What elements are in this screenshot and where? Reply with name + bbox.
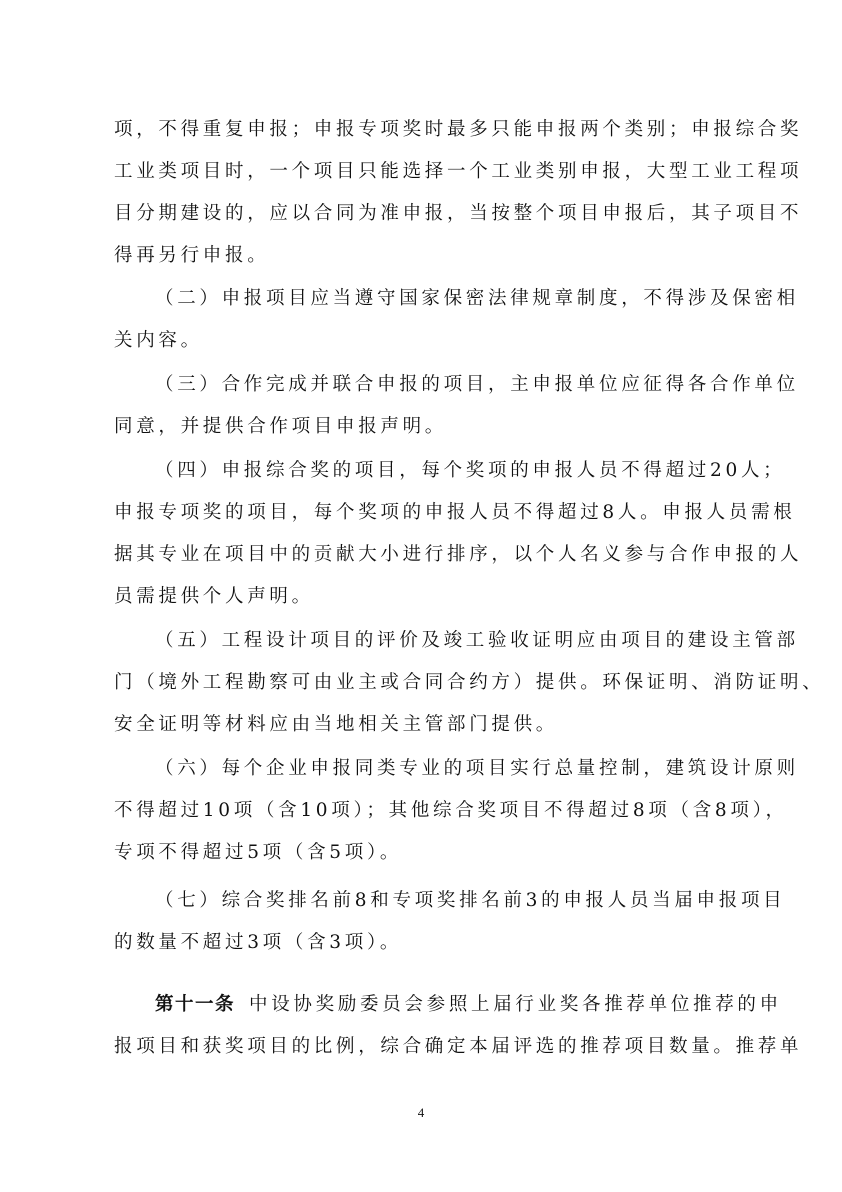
item-six-line-2: 不得超过10项（含10项）；其他综合奖项目不得超过8项（含8项）， bbox=[114, 800, 788, 821]
page-number: 4 bbox=[417, 1105, 425, 1120]
paragraph-line: 工业类项目时，一个项目只能选择一个工业类别申报，大型工业工程项 bbox=[114, 161, 803, 182]
item-two-line-1: （二）申报项目应当遵守国家保密法律规章制度，不得涉及保密相 bbox=[155, 288, 799, 309]
article-eleven-text: 中设协奖励委员会参照上届行业奖各推荐单位推荐的申 bbox=[249, 994, 782, 1015]
item-six-line-3: 专项不得超过5项（含5项）。 bbox=[114, 842, 403, 863]
item-three-line-1: （三）合作完成并联合申报的项目，主申报单位应征得各合作单位 bbox=[155, 374, 799, 395]
item-four-line-4: 员需提供个人声明。 bbox=[114, 586, 314, 607]
article-eleven-line-2: 报项目和获奖项目的比例，综合确定本届评选的推荐项目数量。推荐单 bbox=[114, 1036, 803, 1057]
item-two-line-2: 关内容。 bbox=[114, 330, 203, 351]
article-eleven-line-1 bbox=[155, 985, 782, 1025]
item-seven-line-1: （七）综合奖排名前8和专项奖排名前3的申报人员当届申报项目 bbox=[155, 890, 786, 911]
item-five-line-2: 门（境外工程勘察可由业主或合同合约方）提供。环保证明、消防证明、 bbox=[114, 672, 825, 693]
item-four-line-1: （四）申报综合奖的项目，每个奖项的申报人员不得超过20人； bbox=[155, 460, 786, 481]
item-five-line-1: （五）工程设计项目的评价及竣工验收证明应由项目的建设主管部 bbox=[155, 630, 799, 651]
item-six-line-1: （六）每个企业申报同类专业的项目实行总量控制，建筑设计原则 bbox=[155, 758, 799, 779]
item-four-line-2: 申报专项奖的项目，每个奖项的申报人员不得超过8人。申报人员需根 bbox=[114, 502, 796, 523]
item-five-line-3: 安全证明等材料应由当地相关主管部门提供。 bbox=[114, 714, 559, 735]
paragraph-line: 项，不得重复申报；申报专项奖时最多只能申报两个类别；申报综合奖 bbox=[114, 119, 803, 140]
paragraph-line: 目分期建设的，应以合同为准申报，当按整个项目申报后，其子项目不 bbox=[114, 203, 803, 224]
article-heading: 第十一条 bbox=[155, 994, 236, 1015]
item-seven-line-2: 的数量不超过3项（含3项）。 bbox=[114, 932, 403, 953]
item-three-line-2: 同意，并提供合作项目申报声明。 bbox=[114, 416, 448, 437]
paragraph-line: 得再另行申报。 bbox=[114, 245, 270, 266]
item-four-line-3: 据其专业在项目中的贡献大小进行排序，以个人名义参与合作申报的人 bbox=[114, 544, 803, 565]
